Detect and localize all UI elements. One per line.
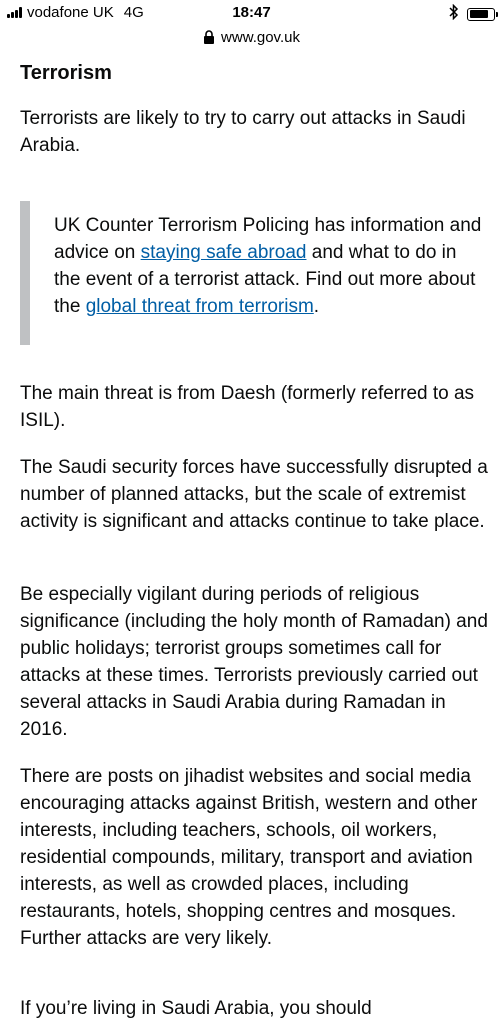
paragraph-vigilance: Be especially vigilant during periods of religious significance (including the holy month of Ramadan) and public holidays; terrorist groups sometimes call for attacks at these times. Terrorists previously carried out several attacks in Saudi Arabia during Ramadan in 2016. — [20, 584, 488, 740]
network-type: 4G — [123, 4, 144, 21]
callout-text-part: . — [313, 296, 320, 317]
battery-level — [470, 10, 489, 18]
intro-paragraph: Terrorists are likely to try to carry out attacks in Saudi Arabia. — [20, 108, 466, 156]
status-bar — [0, 0, 503, 26]
lock-icon — [203, 30, 215, 44]
paragraph-main-threat: The main threat is from Daesh (formerly referred to as ISIL). — [20, 383, 475, 431]
callout-text — [54, 212, 482, 320]
paragraph-security-forces: The Saudi security forces have successfully disrupted a number of planned attacks, but the scale of extremist activity is significant and attacks continue to take place. — [20, 457, 488, 532]
global-threat-link[interactable]: global threat from terrorism — [85, 296, 314, 317]
page-content — [20, 58, 490, 1019]
bluetooth-icon — [449, 4, 459, 24]
callout-text-part: and what to do in the event of a terrorist attack. Find out more about the — [54, 242, 476, 317]
clock: 18:47 — [232, 4, 271, 21]
paragraph-living-in-saudi: If you’re living in Saudi Arabia, you should — [20, 998, 372, 1019]
section-heading: Terrorism — [20, 62, 112, 84]
paragraph-jihadist-posts: There are posts on jihadist websites and social media encouraging attacks against British, western and other interests, including teachers, schools, oil workers, residential compounds, military, transport and aviation interests, as well as crowded places, including restaurants, hotels, shopping centres and mosques. Further attacks are very likely. — [20, 766, 478, 949]
status-right — [449, 4, 495, 24]
battery-icon — [467, 8, 495, 21]
staying-safe-abroad-link[interactable]: staying safe abroad — [140, 242, 307, 263]
url-text: www.gov.uk — [221, 28, 300, 46]
address-bar[interactable] — [0, 26, 503, 48]
callout-text-part: UK Counter Terrorism Policing has information and advice on — [54, 215, 482, 263]
carrier-name: vodafone UK — [27, 4, 114, 21]
callout-box — [20, 201, 482, 345]
